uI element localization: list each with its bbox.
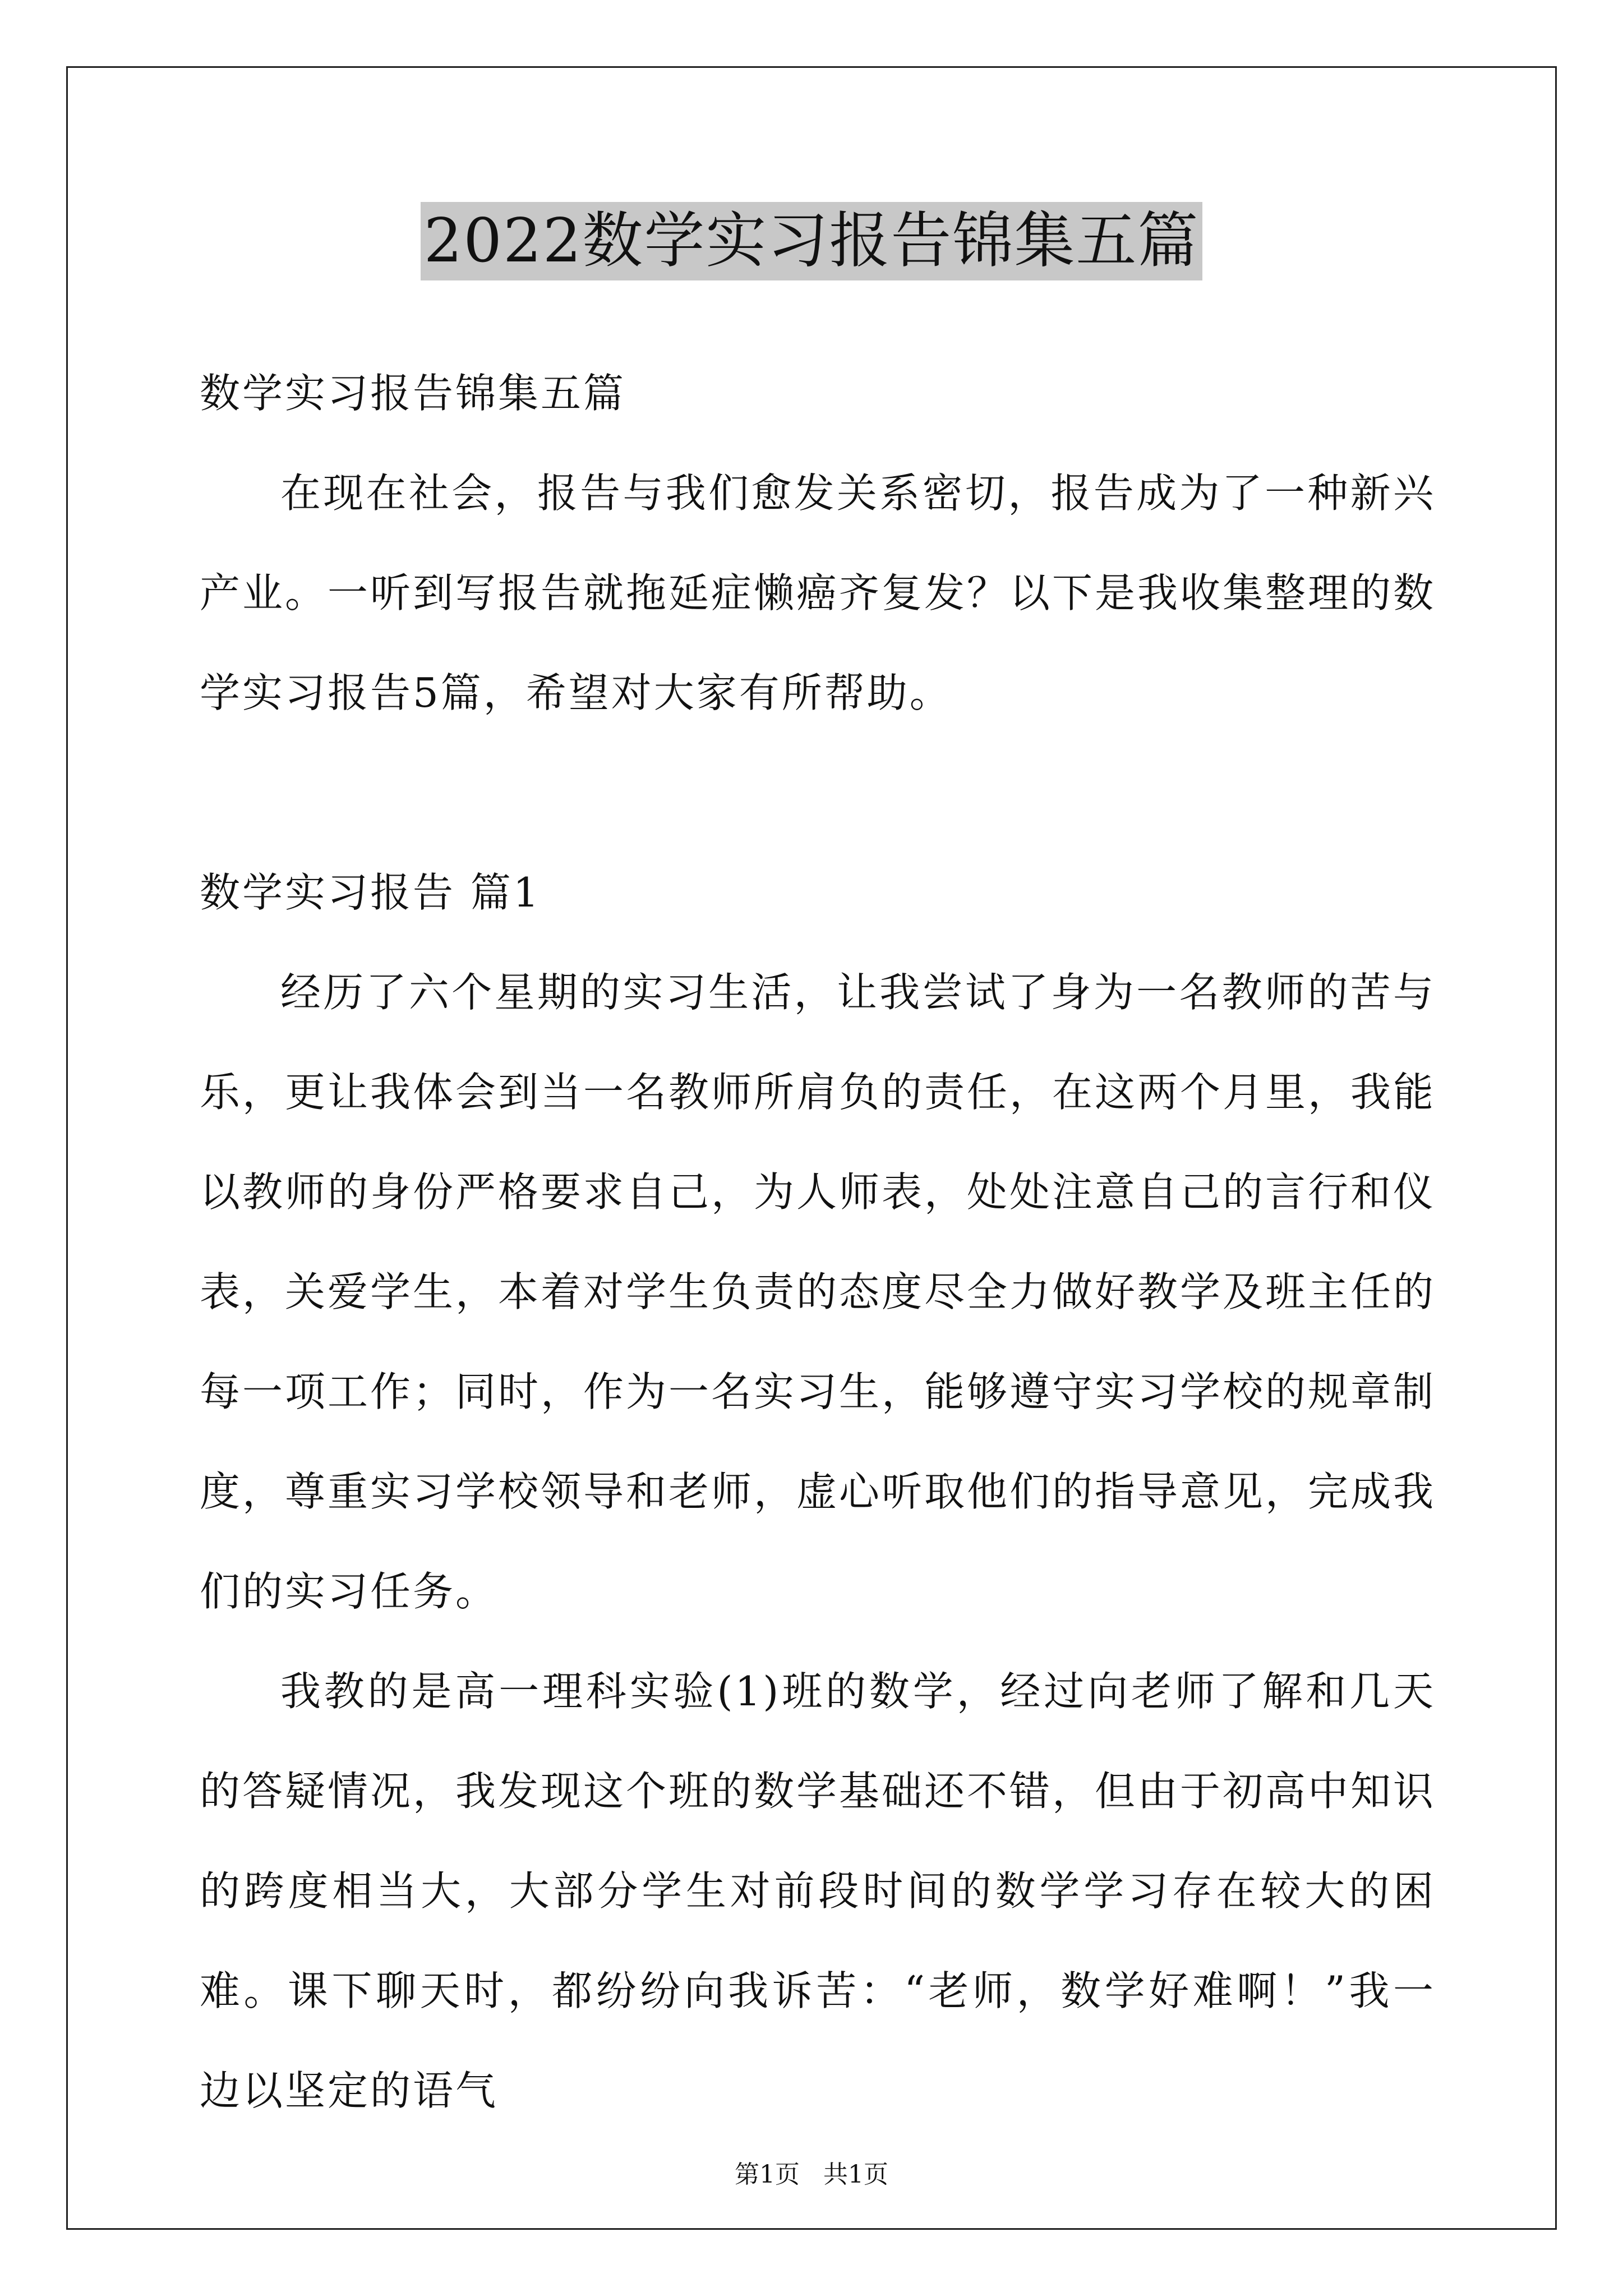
- intro-paragraph: 在现在社会，报告与我们愈发关系密切，报告成为了一种新兴产业。一听到写报告就拖延症懒癌齐复发？以下是我收集整理的数学实习报告5篇，希望对大家有所帮助。: [200, 470, 1436, 716]
- document-body: [200, 343, 1436, 2141]
- body-paragraph: 我教的是高一理科实验(1)班的数学，经过向老师了解和几天的答疑情况，我发现这个班的数学基础还不错，但由于初高中知识的跨度相当大，大部分学生对前段时间的数学学习存在较大的困难。课下聊天时，都纷纷向我诉苦：“老师，数学好难啊！”我一边以坚定的语气: [200, 1668, 1436, 2114]
- page-total: 共1页: [823, 2160, 888, 2189]
- page-footer: [0, 2154, 1623, 2190]
- page-number: 第1页: [735, 2160, 800, 2189]
- title-container: [0, 202, 1623, 280]
- body-paragraph: 经历了六个星期的实习生活，让我尝试了身为一名教师的苦与乐，更让我体会到当一名教师所肩负的责任，在这两个月里，我能以教师的身份严格要求自己，为人师表，处处注意自己的言行和仪表，关爱学生，本着对学生负责的态度尽全力做好教学及班主任的每一项工作；同时，作为一名实习生，能够遵守实习学校的规章制度，尊重实习学校领导和老师，虚心听取他们的指导意见，完成我们的实习任务。: [200, 969, 1436, 1615]
- section-heading: 数学实习报告 篇1: [200, 869, 541, 916]
- document-subtitle: 数学实习报告锦集五篇: [200, 370, 626, 417]
- document-title: 2022数学实习报告锦集五篇: [421, 202, 1203, 280]
